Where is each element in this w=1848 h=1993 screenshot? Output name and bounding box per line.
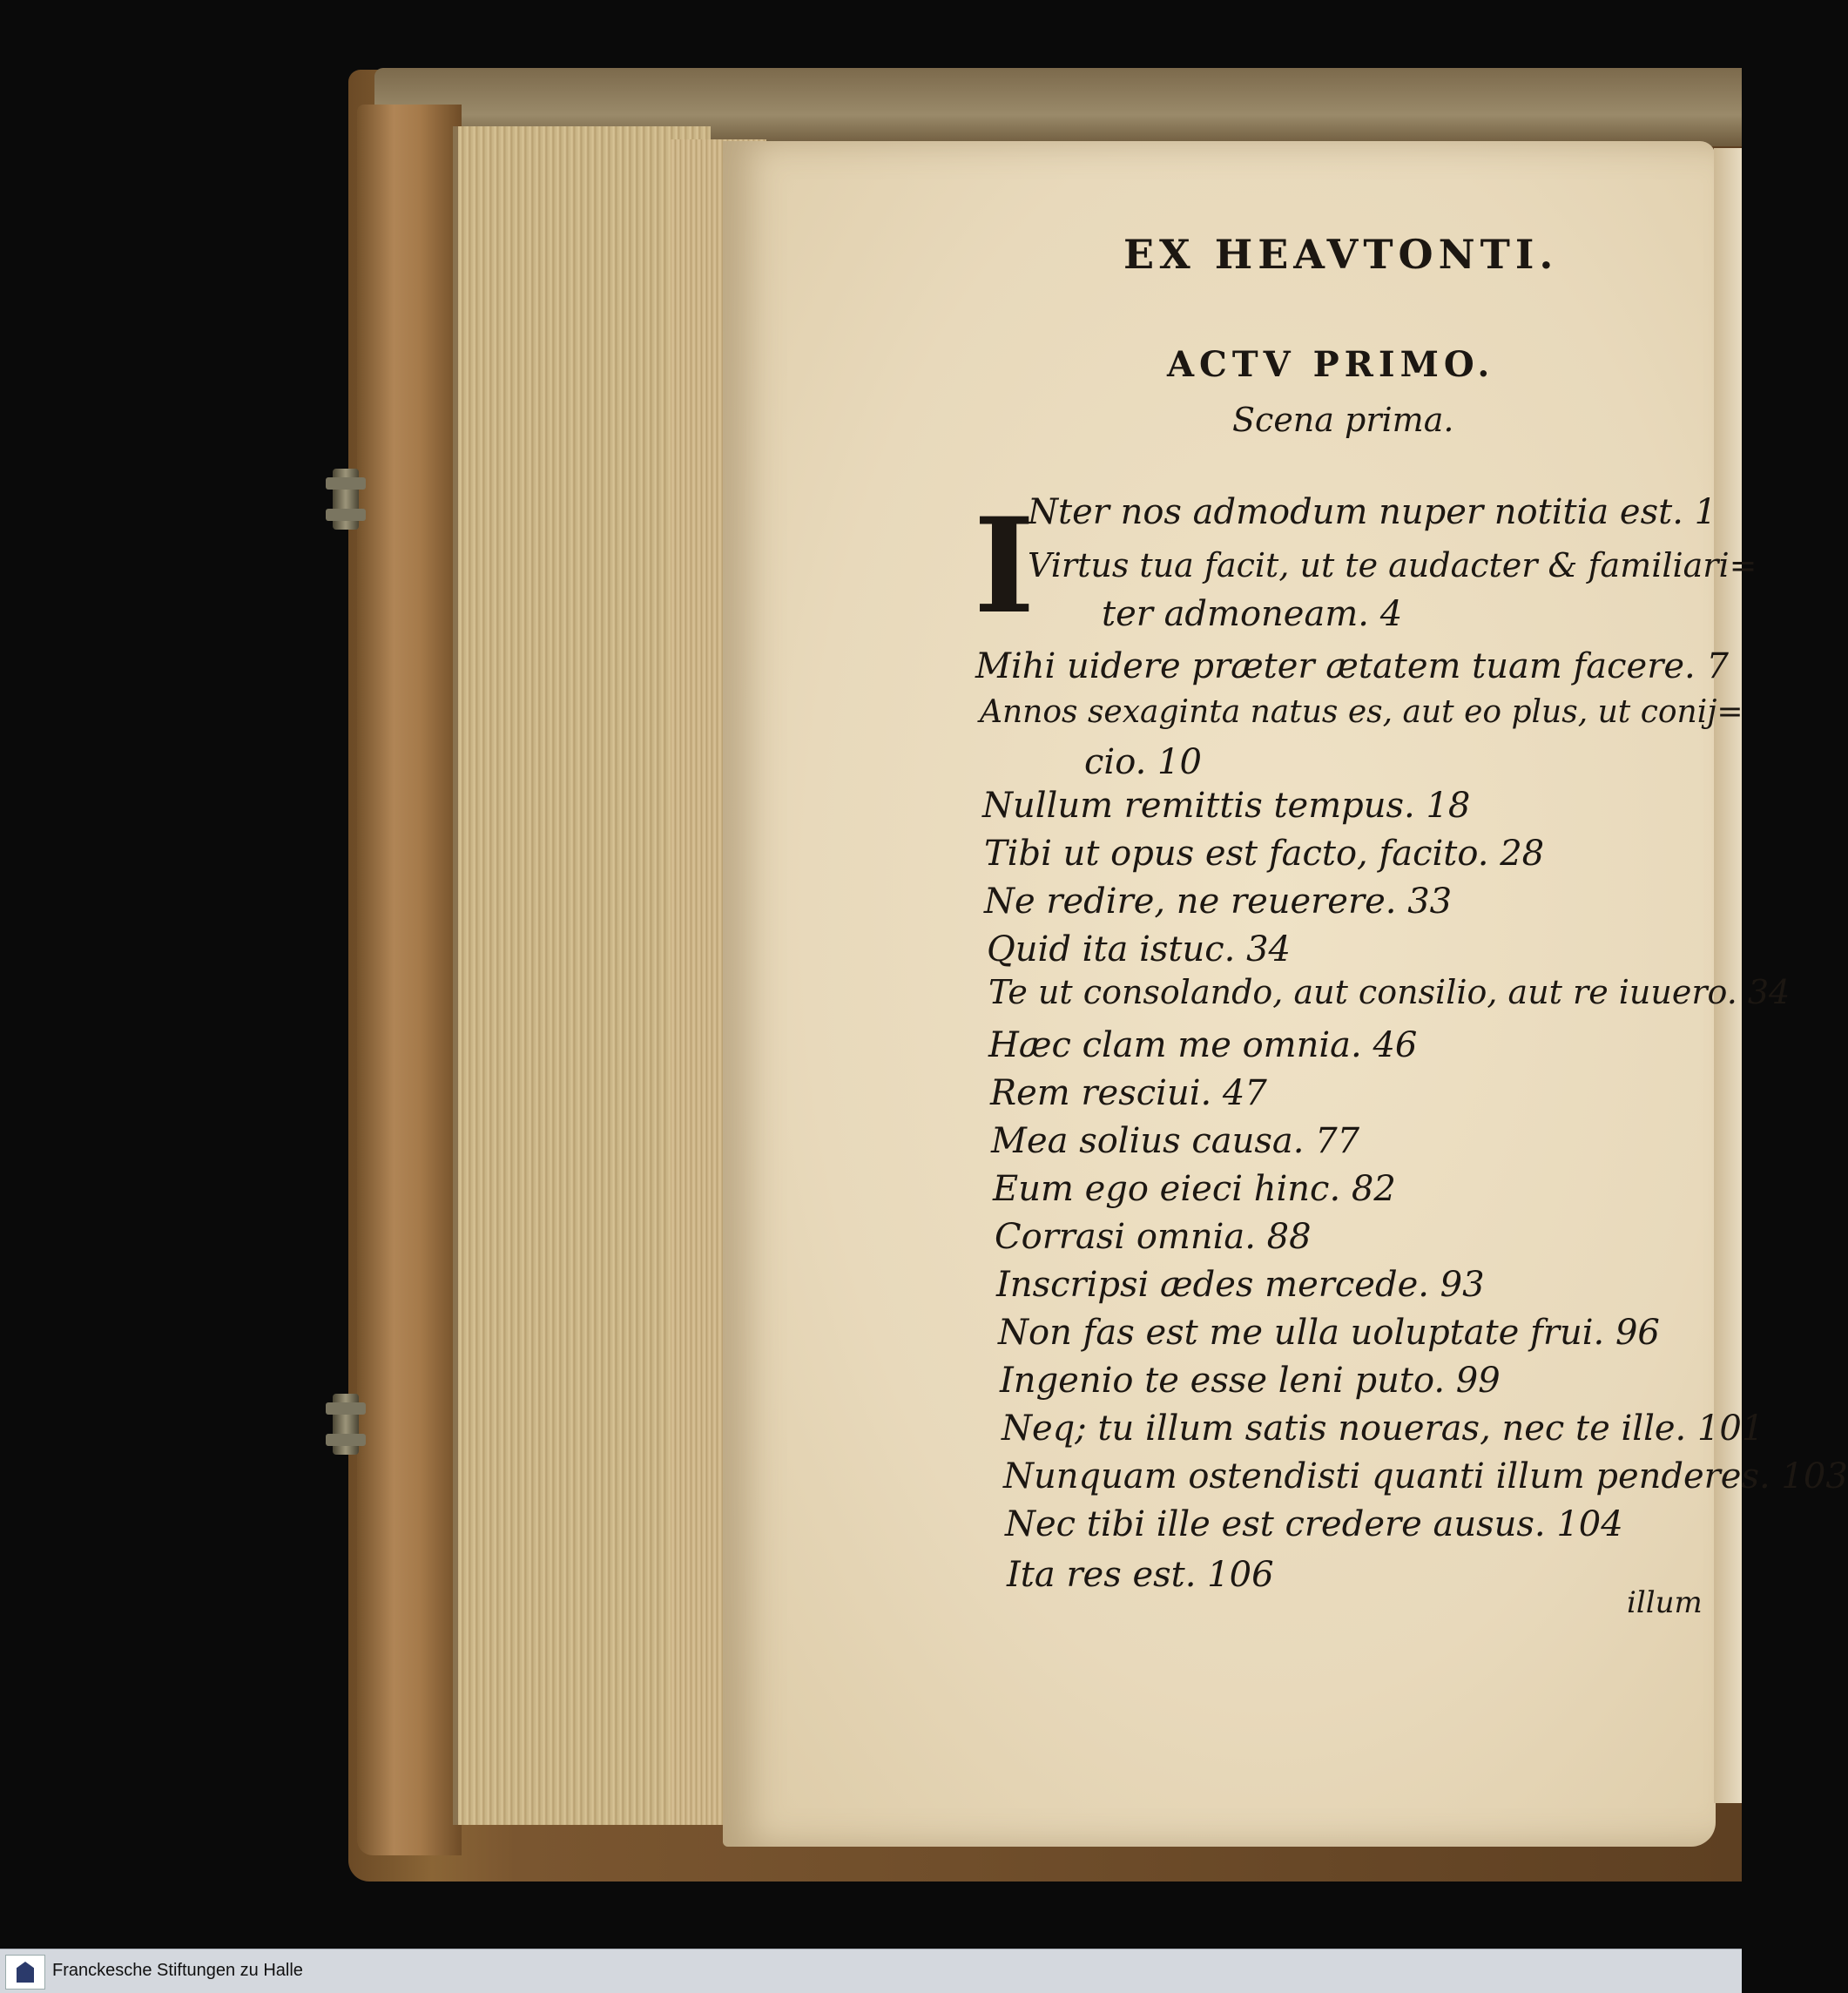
scene-title: Scena prima.	[1232, 401, 1454, 439]
text-line: Rem resciui. 47	[990, 1073, 1267, 1113]
text-line: ter admoneam. 4	[1102, 594, 1403, 634]
text-line: Ne redire, ne reuerere. 33	[984, 882, 1453, 922]
text-line: Nullum remittis tempus. 18	[982, 786, 1471, 826]
text-line: Mea solius causa. 77	[991, 1121, 1360, 1161]
catchword: illum	[1627, 1585, 1703, 1620]
text-line: Nec tibi ille est credere ausus. 104	[1005, 1504, 1623, 1544]
text-line: Ingenio te esse leni puto. 99	[1000, 1361, 1501, 1401]
text-line: Nter nos admodum nuper notitia est. 1	[1028, 492, 1717, 532]
text-line: Nunquam ostendisti quanti illum penderes. 103	[1003, 1456, 1848, 1496]
text-line: Non fas est me ulla uoluptate frui. 96	[998, 1313, 1660, 1353]
text-line: cio. 10	[1084, 742, 1202, 782]
drop-cap: I	[974, 490, 1035, 643]
text-line: Annos sexaginta natus es, aut eo plus, ut conij=	[980, 694, 1743, 730]
running-head: EX HEAVTONTI.	[1123, 231, 1559, 278]
act-title: ACTV PRIMO.	[1167, 344, 1495, 385]
text-line: Virtus tua facit, ut te audacter & familiari=	[1028, 546, 1757, 584]
text-line: Quid ita istuc. 34	[987, 929, 1291, 969]
text-line: Neq; tu illum satis noueras, nec te ille. 101	[1002, 1409, 1764, 1449]
text-line: Tibi ut opus est facto, facito. 28	[984, 834, 1545, 874]
text-line: Eum ego eieci hinc. 82	[993, 1169, 1396, 1209]
clasp-icon	[333, 1394, 359, 1455]
text-line: Hæc clam me omnia. 46	[988, 1025, 1418, 1065]
footer-institution-name: Franckesche Stiftungen zu Halle	[52, 1961, 303, 1980]
book-spine-edge	[357, 105, 462, 1855]
text-line: Corrasi omnia. 88	[995, 1217, 1312, 1257]
text-line: Inscripsi ædes mercede. 93	[996, 1265, 1485, 1305]
text-line: Te ut consolando, aut consilio, aut re iuuero. 34	[988, 973, 1791, 1011]
viewer-footer	[0, 1949, 1742, 1993]
text-line: Ita res est. 106	[1007, 1555, 1274, 1595]
text-line: Mihi uidere præter ætatem tuam facere. 7	[975, 646, 1729, 686]
clasp-icon	[333, 469, 359, 530]
franckesche-stiftungen-logo-icon[interactable]	[5, 1955, 45, 1990]
